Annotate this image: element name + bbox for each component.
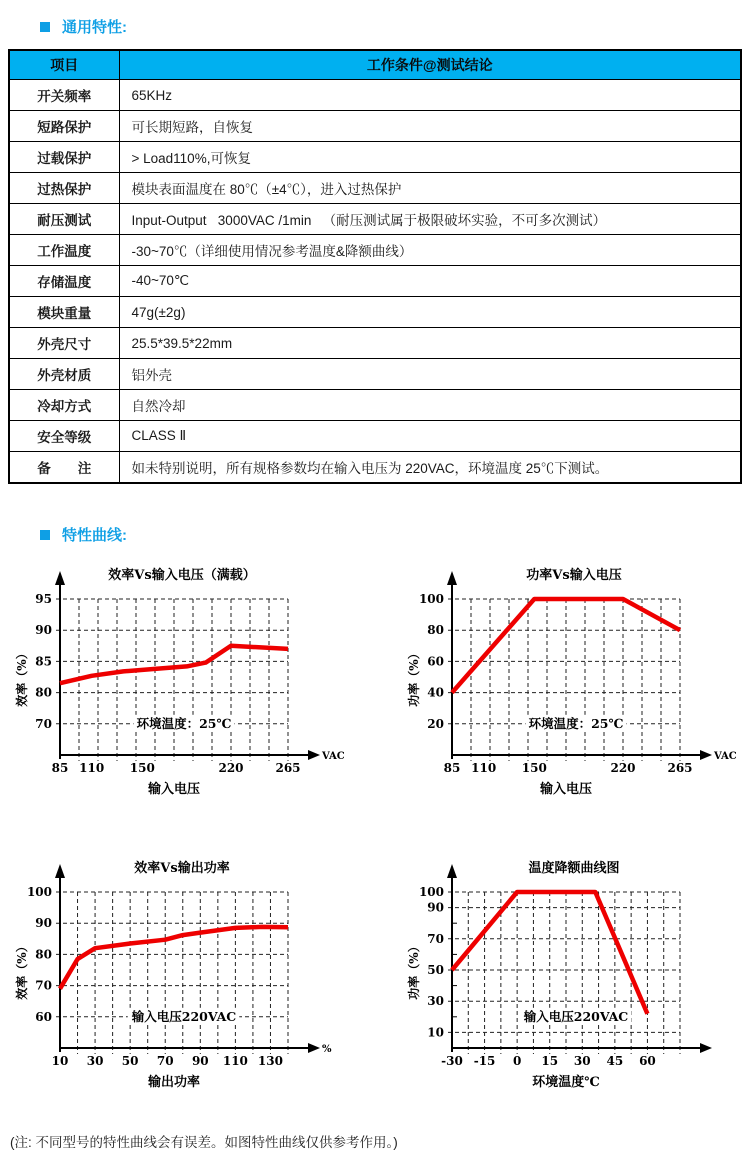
table-row <box>9 235 741 266</box>
annotation: 输入电压220VAC <box>523 1008 629 1024</box>
x-tick-label: 45 <box>606 1054 624 1068</box>
square-bullet-icon <box>40 530 50 540</box>
x-axis-label: 输入电压 <box>147 782 201 797</box>
table-row <box>9 328 741 359</box>
spec-name-cell: 过热保护 <box>9 173 119 204</box>
y-axis-arrow-icon <box>447 864 457 878</box>
x-tick-label: -30 <box>441 1054 463 1068</box>
y-tick-label: 70 <box>35 978 52 993</box>
curve-chart <box>406 856 736 1092</box>
x-axis-label: 环境温度℃ <box>532 1075 600 1090</box>
column-header-item: 项目 <box>9 50 119 80</box>
y-axis-arrow-icon <box>55 571 65 585</box>
spec-value-cell: 65KHz <box>119 80 741 111</box>
spec-name-cell: 开关频率 <box>9 80 119 111</box>
y-tick-label: 100 <box>26 885 52 899</box>
y-tick-label: 100 <box>418 885 444 899</box>
spec-name-cell: 外壳材质 <box>9 359 119 390</box>
table-row <box>9 173 741 204</box>
x-tick-label: 30 <box>86 1054 104 1068</box>
curve-chart <box>406 563 736 799</box>
curve-chart <box>14 563 344 799</box>
spec-value-cell: 如未特别说明，所有规格参数均在输入电压为 220VAC，环境温度 25℃下测试。 <box>119 452 741 484</box>
table-row <box>9 297 741 328</box>
spec-value-cell: Input-Output 3000VAC /1min （耐压测试属于极限破坏实验，不可多次测试） <box>119 204 741 235</box>
annotation: 输入电压220VAC <box>131 1008 237 1024</box>
x-tick-label: 50 <box>121 1054 139 1068</box>
y-tick-label: 50 <box>427 963 444 977</box>
y-tick-label: 90 <box>427 900 444 915</box>
x-tick-label: 265 <box>667 761 693 775</box>
x-tick-label: 110 <box>222 1054 248 1068</box>
x-unit-label: VAC <box>322 751 344 762</box>
y-tick-label: 80 <box>35 685 52 700</box>
spec-name-cell: 短路保护 <box>9 111 119 142</box>
table-row <box>9 111 741 142</box>
data-curve <box>60 927 288 989</box>
x-tick-label: 85 <box>51 761 69 775</box>
y-tick-label: 20 <box>427 716 444 731</box>
x-tick-label: 130 <box>257 1054 283 1068</box>
specs-table <box>8 49 742 484</box>
x-tick-label: 85 <box>443 761 461 775</box>
table-row <box>9 266 741 297</box>
x-tick-label: 110 <box>79 761 105 775</box>
x-tick-label: 30 <box>573 1054 591 1068</box>
chart-block-0 <box>14 563 344 804</box>
x-tick-label: 60 <box>639 1054 656 1068</box>
spec-name-cell: 耐压测试 <box>9 204 119 235</box>
y-tick-label: 100 <box>418 592 444 606</box>
x-tick-label: -15 <box>473 1054 496 1068</box>
x-tick-label: 220 <box>610 761 636 775</box>
spec-value-cell: 模块表面温度在 80℃（±4℃），进入过热保护 <box>119 173 741 204</box>
y-tick-label: 60 <box>35 1009 52 1024</box>
x-tick-label: 150 <box>521 761 547 775</box>
x-tick-label: 150 <box>129 761 155 775</box>
y-tick-label: 60 <box>427 654 444 669</box>
y-tick-label: 95 <box>35 592 52 606</box>
spec-value-cell: 25.5*39.5*22mm <box>119 328 741 359</box>
x-tick-label: 90 <box>191 1054 209 1068</box>
spec-value-cell: CLASS Ⅱ <box>119 421 741 452</box>
x-axis-arrow-icon <box>308 750 320 760</box>
spec-name-cell: 冷却方式 <box>9 390 119 421</box>
x-axis-arrow-icon <box>700 1043 712 1053</box>
section-heading-curves <box>40 524 742 545</box>
spec-value-cell: 47g(±2g) <box>119 297 741 328</box>
x-axis-arrow-icon <box>308 1043 320 1053</box>
table-row <box>9 80 741 111</box>
spec-value-cell: -30~70℃（详细使用情况参考温度&降额曲线） <box>119 235 741 266</box>
chart-block-2 <box>14 856 344 1097</box>
curves-section <box>8 524 742 1097</box>
data-curve <box>452 892 647 1014</box>
x-tick-label: 10 <box>51 1054 69 1068</box>
y-tick-label: 70 <box>427 931 444 946</box>
y-axis-label: 效率（%） <box>15 647 29 707</box>
spec-value-cell: -40~70℃ <box>119 266 741 297</box>
column-header-conditions: 工作条件@测试结论 <box>119 50 741 80</box>
spec-name-cell: 模块重量 <box>9 297 119 328</box>
spec-name-cell: 安全等级 <box>9 421 119 452</box>
x-tick-label: 110 <box>471 761 497 775</box>
x-tick-label: 265 <box>275 761 301 775</box>
chart-title: 功率Vs输入电压 <box>526 568 622 583</box>
annotation: 环境温度：25℃ <box>528 715 624 731</box>
x-tick-label: 0 <box>512 1054 522 1068</box>
y-tick-label: 80 <box>35 947 52 962</box>
curve-chart <box>14 856 344 1092</box>
section-heading-general <box>40 16 742 37</box>
y-tick-label: 90 <box>35 916 52 931</box>
y-axis-label: 功率（%） <box>407 647 421 707</box>
y-axis-label: 效率（%） <box>15 940 29 1000</box>
table-row <box>9 142 741 173</box>
chart-block-1 <box>406 563 736 804</box>
y-tick-label: 30 <box>427 994 444 1009</box>
chart-title: 效率Vs输入电压（满载） <box>108 568 256 583</box>
chart-title: 效率Vs输出功率 <box>134 861 230 876</box>
section-title: 特性曲线: <box>62 527 127 544</box>
y-tick-label: 10 <box>427 1025 444 1040</box>
general-specs-section <box>8 16 742 484</box>
square-bullet-icon <box>40 22 50 32</box>
annotation: 环境温度：25℃ <box>136 715 232 731</box>
table-row <box>9 359 741 390</box>
table-header-row <box>9 50 741 80</box>
x-tick-label: 70 <box>156 1054 174 1068</box>
table-row <box>9 421 741 452</box>
spec-value-cell: 自然冷却 <box>119 390 741 421</box>
chart-block-3 <box>406 856 736 1097</box>
y-axis-arrow-icon <box>55 864 65 878</box>
spec-value-cell: 铝外壳 <box>119 359 741 390</box>
y-axis-arrow-icon <box>447 571 457 585</box>
x-unit-label: % <box>322 1044 332 1055</box>
spec-name-cell: 过载保护 <box>9 142 119 173</box>
spec-name-cell: 外壳尺寸 <box>9 328 119 359</box>
spec-name-cell: 存储温度 <box>9 266 119 297</box>
x-axis-label: 输入电压 <box>539 782 593 797</box>
table-row <box>9 390 741 421</box>
table-row <box>9 204 741 235</box>
x-axis-label: 输出功率 <box>147 1075 201 1090</box>
charts-grid <box>8 563 742 1097</box>
spec-name-cell: 备 注 <box>9 452 119 484</box>
y-axis-label: 功率（%） <box>407 940 421 1000</box>
table-row <box>9 452 741 484</box>
footnote: (注: 不同型号的特性曲线会有误差。如图特性曲线仅供参考作用。) <box>10 1135 398 1150</box>
x-unit-label: VAC <box>714 751 736 762</box>
spec-value-cell: > Load110%,可恢复 <box>119 142 741 173</box>
y-tick-label: 90 <box>35 623 52 638</box>
spec-name-cell: 工作温度 <box>9 235 119 266</box>
y-tick-label: 85 <box>35 654 52 669</box>
y-tick-label: 70 <box>35 716 52 731</box>
x-tick-label: 15 <box>541 1054 559 1068</box>
section-title: 通用特性: <box>62 19 127 36</box>
x-tick-label: 220 <box>218 761 244 775</box>
x-axis-arrow-icon <box>700 750 712 760</box>
y-tick-label: 40 <box>427 685 444 700</box>
chart-title: 温度降额曲线图 <box>528 861 620 876</box>
spec-value-cell: 可长期短路，自恢复 <box>119 111 741 142</box>
y-tick-label: 80 <box>427 623 444 638</box>
